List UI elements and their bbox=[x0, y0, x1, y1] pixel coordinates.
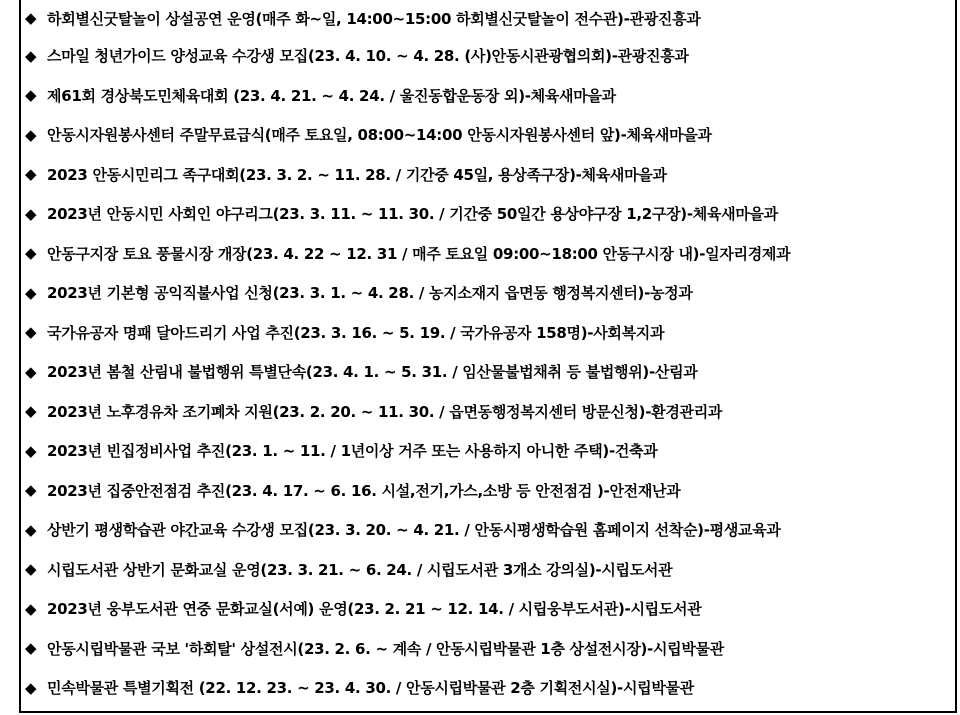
list-item-text: 2023년 노후경유차 조기폐차 지원(23. 2. 20. ~ 11. 30. / 읍면동행정복지센터 방문신청)-환경관리과 bbox=[47, 402, 723, 421]
list-item-text: 스마일 청년가이드 양성교육 수강생 모집(23. 4. 10. ~ 4. 28. (사)안동시관광협의회)-관광진흥과 bbox=[47, 47, 689, 66]
list-item bbox=[25, 471, 955, 511]
diamond-bullet-icon: ◆ bbox=[25, 441, 37, 460]
list-item-text: 안동구지장 토요 풍물시장 개장(23. 4. 22 ~ 12. 31 / 매주 토요일 09:00~18:00 안동구시장 내)-일자리경제과 bbox=[47, 244, 791, 263]
list-item bbox=[25, 115, 955, 155]
diamond-bullet-icon: ◆ bbox=[25, 9, 37, 27]
list-item-text: 제61회 경상북도민체육대회 (23. 4. 21. ~ 4. 24. / 울진동합운동장 외)-체육새마을과 bbox=[47, 86, 616, 105]
list-item bbox=[25, 273, 955, 313]
event-list bbox=[25, 0, 955, 708]
diamond-bullet-icon: ◆ bbox=[25, 323, 37, 342]
list-item-text: 2023년 봄철 산림내 불법행위 특별단속(23. 4. 1. ~ 5. 31. / 임산물불법채취 등 불법행위)-산림과 bbox=[47, 363, 698, 382]
list-item bbox=[25, 194, 955, 234]
list-item-text: 2023 안동시민리그 족구대회(23. 3. 2. ~ 11. 28. / 기간중 45일, 용상족구장)-체육새마을과 bbox=[47, 165, 667, 184]
list-item bbox=[25, 550, 955, 590]
list-item bbox=[25, 352, 955, 392]
diamond-bullet-icon: ◆ bbox=[25, 599, 37, 618]
list-item-text: 2023년 웅부도서관 연중 문화교실(서예) 운영(23. 2. 21 ~ 12. 14. / 시립웅부도서관)-시립도서관 bbox=[47, 600, 702, 619]
list-item-text: 민속박물관 특별기획전 (22. 12. 23. ~ 23. 4. 30. / 안동시립박물관 2층 기획전시실)-시립박물관 bbox=[47, 679, 694, 698]
list-item bbox=[25, 76, 955, 116]
diamond-bullet-icon: ◆ bbox=[25, 204, 37, 223]
list-item bbox=[25, 155, 955, 195]
list-item bbox=[25, 234, 955, 274]
diamond-bullet-icon: ◆ bbox=[25, 362, 37, 381]
list-item bbox=[25, 431, 955, 471]
document-frame bbox=[19, 0, 957, 713]
list-item bbox=[25, 313, 955, 353]
list-item-text: 2023년 안동시민 사회인 야구리그(23. 3. 11. ~ 11. 30. / 기간중 50일간 용상야구장 1,2구장)-체육새마을과 bbox=[47, 205, 778, 224]
diamond-bullet-icon: ◆ bbox=[25, 46, 37, 65]
list-item bbox=[25, 392, 955, 432]
list-item bbox=[25, 0, 955, 36]
list-item-text: 안동시립박물관 국보 '하회탈' 상설전시(23. 2. 6. ~ 계속 / 안동시립박물관 1층 상설전시장)-시립박물관 bbox=[47, 639, 724, 658]
list-item bbox=[25, 36, 955, 76]
diamond-bullet-icon: ◆ bbox=[25, 125, 37, 144]
list-item-text: 2023년 집중안전점검 추진(23. 4. 17. ~ 6. 16. 시설,전기,가스,소방 등 안전점검 )-안전재난과 bbox=[47, 481, 681, 500]
list-item bbox=[25, 510, 955, 550]
diamond-bullet-icon: ◆ bbox=[25, 244, 37, 263]
diamond-bullet-icon: ◆ bbox=[25, 165, 37, 184]
list-item bbox=[25, 589, 955, 629]
diamond-bullet-icon: ◆ bbox=[25, 481, 37, 500]
list-item bbox=[25, 668, 955, 708]
list-item-text: 하회별신굿탈놀이 상설공연 운영(매주 화~일, 14:00~15:00 하회별신굿탈놀이 전수관)-관광진흥과 bbox=[47, 9, 701, 28]
diamond-bullet-icon: ◆ bbox=[25, 283, 37, 302]
diamond-bullet-icon: ◆ bbox=[25, 402, 37, 421]
diamond-bullet-icon: ◆ bbox=[25, 639, 37, 658]
list-item bbox=[25, 629, 955, 669]
list-item-text: 상반기 평생학습관 야간교육 수강생 모집(23. 3. 20. ~ 4. 21. / 안동시평생학습원 홈페이지 선착순)-평생교육과 bbox=[47, 521, 781, 540]
diamond-bullet-icon: ◆ bbox=[25, 678, 37, 697]
diamond-bullet-icon: ◆ bbox=[25, 86, 37, 105]
list-item-text: 2023년 빈집정비사업 추진(23. 1. ~ 11. / 1년이상 거주 또는 사용하지 아니한 주택)-건축과 bbox=[47, 442, 658, 461]
diamond-bullet-icon: ◆ bbox=[25, 560, 37, 579]
list-item-text: 시립도서관 상반기 문화교실 운영(23. 3. 21. ~ 6. 24. / 시립도서관 3개소 강의실)-시립도서관 bbox=[47, 560, 673, 579]
list-item-text: 국가유공자 명패 달아드리기 사업 추진(23. 3. 16. ~ 5. 19. / 국가유공자 158명)-사회복지과 bbox=[47, 323, 665, 342]
list-item-text: 안동시자원봉사센터 주말무료급식(매주 토요일, 08:00~14:00 안동시자원봉사센터 앞)-체육새마을과 bbox=[47, 126, 712, 145]
diamond-bullet-icon: ◆ bbox=[25, 520, 37, 539]
list-item-text: 2023년 기본형 공익직불사업 신청(23. 3. 1. ~ 4. 28. / 농지소재지 읍면동 행정복지센터)-농정과 bbox=[47, 284, 693, 303]
